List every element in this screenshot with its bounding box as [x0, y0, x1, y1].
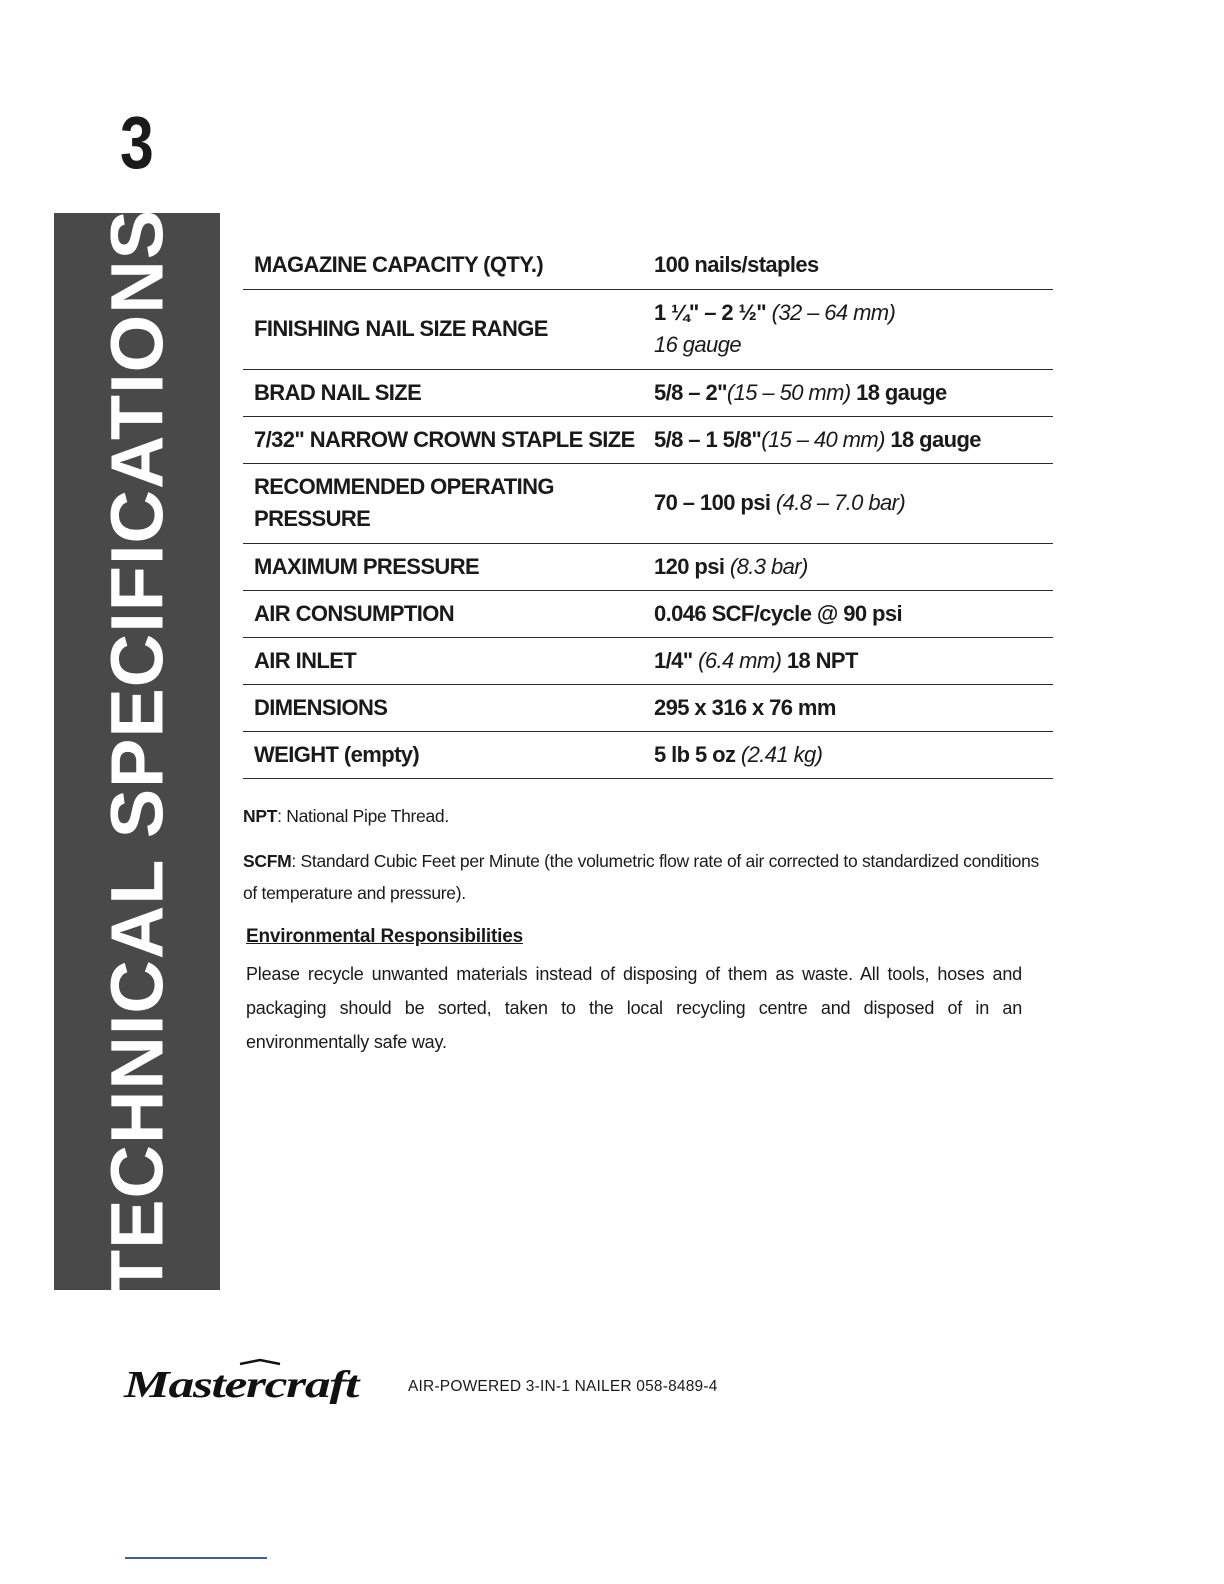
spec-label: FINISHING NAIL SIZE RANGE — [254, 316, 548, 341]
npt-definition: : National Pipe Thread. — [277, 806, 449, 826]
spec-value — [643, 637, 1053, 684]
spec-value-metric: (15 – 40 mm) — [761, 426, 885, 452]
spec-value-suffix: 18 gauge — [890, 426, 981, 452]
logo-wordmark: Mastercraft — [122, 1364, 362, 1404]
spec-label: MAXIMUM PRESSURE — [254, 553, 480, 579]
spec-label — [243, 463, 643, 543]
spec-value-main: 5 lb 5 oz — [654, 741, 736, 767]
spec-value — [643, 241, 1053, 289]
spec-value-metric: (15 – 50 mm) — [726, 379, 851, 405]
spec-value — [643, 369, 1053, 416]
spec-value — [643, 731, 1053, 778]
spec-value-metric: (4.8 – 7.0 bar) — [775, 490, 906, 515]
spec-table — [243, 241, 1053, 779]
environmental-heading: Environmental Responsibilities — [246, 926, 523, 947]
table-row — [243, 241, 1053, 289]
spec-value-gauge: 16 gauge — [654, 332, 741, 357]
spec-value — [643, 289, 1053, 369]
spec-value — [643, 684, 1053, 731]
scfm-definition: : Standard Cubic Feet per Minute (the volumetric flow rate of air corrected to standardized conditions of temperature and pressure). — [243, 851, 1039, 903]
table-row — [243, 289, 1053, 369]
scfm-term: SCFM — [243, 851, 292, 871]
table-row — [243, 543, 1053, 590]
npt-note — [243, 800, 1043, 832]
environmental-body: Please recycle unwanted materials instead of disposing of them as waste. All tools, hoses and packaging should be sorted, taken to the local recycling centre and disposed of in an environmentally safe way. — [246, 964, 1022, 1052]
table-row — [243, 590, 1053, 637]
npt-term: NPT — [243, 806, 278, 826]
spec-value-main: 5/8 – 2" — [654, 379, 727, 405]
section-side-band — [54, 208, 220, 1295]
spec-value-main: 1/4" — [654, 647, 693, 673]
section-title: TECHNICAL SPECIFICATIONS — [95, 208, 179, 1295]
table-row — [243, 684, 1053, 731]
spec-value-main: 120 psi — [654, 553, 725, 579]
spec-label: 7/32" NARROW CROWN STAPLE SIZE — [254, 426, 635, 452]
spec-value-metric: (32 – 64 mm) — [771, 300, 896, 325]
spec-value — [643, 463, 1053, 543]
table-row — [243, 463, 1053, 543]
spec-value-suffix: 18 gauge — [856, 379, 947, 405]
spec-value — [643, 543, 1053, 590]
spec-value-main: 70 – 100 psi — [654, 490, 771, 515]
table-row — [243, 416, 1053, 463]
spec-value — [643, 416, 1053, 463]
footer-product: AIR-POWERED 3-IN-1 NAILER 058-8489-4 — [408, 1378, 718, 1395]
spec-value-main: 295 x 316 x 76 mm — [654, 694, 836, 720]
table-row — [243, 369, 1053, 416]
spec-value-metric: (6.4 mm) — [698, 647, 782, 673]
table-row — [243, 637, 1053, 684]
spec-label-line: PRESSURE — [254, 506, 371, 531]
spec-label: AIR CONSUMPTION — [254, 600, 455, 626]
spec-value-main: 0.046 SCF/cycle @ 90 psi — [654, 600, 902, 626]
footer-divider — [125, 1557, 267, 1559]
spec-value-main: 100 nails/staples — [654, 251, 819, 277]
spec-label: AIR INLET — [254, 647, 357, 673]
spec-value — [643, 590, 1053, 637]
spec-value-suffix: 18 NPT — [786, 647, 858, 673]
spec-label-line: RECOMMENDED OPERATING — [254, 474, 554, 499]
spec-value-main: 1 ¼" – 2 ½" — [654, 300, 767, 325]
table-row — [243, 731, 1053, 778]
mastercraft-logo — [122, 1358, 362, 1404]
spec-label: BRAD NAIL SIZE — [254, 379, 422, 405]
spec-value-metric: (8.3 bar) — [729, 553, 808, 579]
spec-value-metric: (2.41 kg) — [740, 741, 823, 767]
scfm-note — [243, 845, 1043, 909]
spec-label: MAGAZINE CAPACITY (QTY.) — [254, 251, 544, 277]
page-number: 3 — [120, 101, 153, 184]
spec-label: DIMENSIONS — [254, 694, 388, 720]
spec-value-main: 5/8 – 1 5/8" — [654, 426, 762, 452]
spec-label: WEIGHT (empty) — [254, 741, 420, 767]
